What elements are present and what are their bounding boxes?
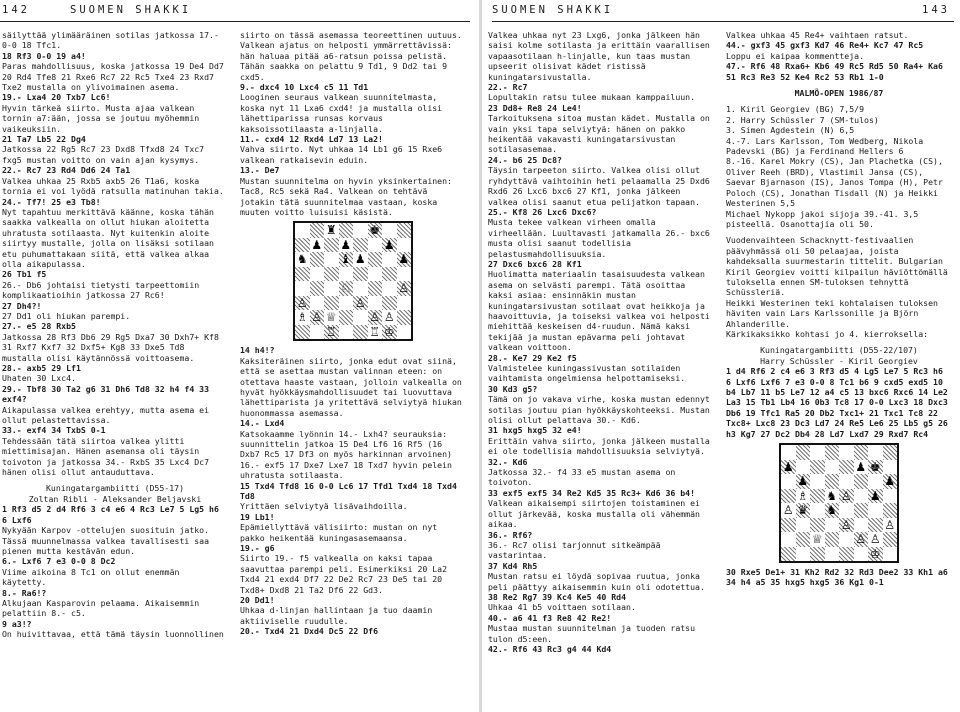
move-line: 31 hxg5 hxg5 32 e4!: [488, 425, 582, 436]
board-square: [353, 267, 368, 282]
white-king-icon: ♔: [869, 546, 881, 561]
commentary-paragraph: säilyttää ylimääräinen sotilas jatkossa 17.- 0-0 18 Tfc1.: [2, 30, 219, 51]
move-line: MALMÖ-OPEN 1986/87: [794, 88, 884, 99]
column-2-top-text: [240, 30, 466, 217]
commentary-paragraph: 2. Harry Schüssler 7 (SM-tulos): [726, 114, 879, 125]
board-square: [839, 474, 854, 489]
black-pawn-icon: ♟: [383, 237, 395, 252]
move-line: 19.- g6: [240, 543, 275, 554]
board-square: [397, 310, 412, 325]
board-square: [810, 474, 825, 489]
commentary-paragraph: 4.-7. Lars Karlsson, Tom Wedberg, Nikola Padevski (BG) ja Ferdinand Hellers 6: [726, 135, 924, 157]
board-square: [295, 281, 310, 296]
board-square: [868, 518, 883, 533]
move-line: 9 a3!?: [2, 618, 32, 629]
board-square: [324, 325, 339, 340]
move-line: 14.- Lxd4: [240, 418, 285, 429]
board-square: [310, 325, 325, 340]
column-1: [2, 30, 228, 640]
board-square: [324, 238, 339, 253]
commentary-paragraph: Harry Schüssler - Kiril Georgiev: [760, 355, 918, 366]
commentary-paragraph: Kärkikaksikko kohtasi jo 4. kierroksella:: [726, 328, 929, 339]
move-line: 36.- Rf6?: [488, 529, 533, 540]
commentary-paragraph: Valmistelee kuningassivustan sotilaiden vaihtamista ongelmiensa helpottamiseksi.: [488, 363, 686, 384]
move-line: 28.- axb5 29 Lf1: [2, 363, 81, 373]
move-line: 29.- Tbf8 30 Ta2 g6 31 Dh6 Td8 32 h4 f4 33 exf4?: [2, 383, 210, 405]
commentary-paragraph: Aikapulassa valkea erehtyy, mutta asema ei ollut pelastettavissa.: [2, 404, 210, 426]
board-square: [295, 252, 310, 267]
board-square: [796, 547, 811, 562]
move-line: 6.- Lxf6 7 e3 0-0 8 Dc2: [2, 556, 116, 567]
board-square: [397, 296, 412, 311]
move-line: 14 h4!?: [240, 345, 275, 356]
commentary-paragraph: Michael Nykopp jakoi sijoja 39.-41. 3,5 pisteellä. Osanottajia oli 50.: [726, 208, 919, 229]
black-knight-icon: ♞: [826, 503, 838, 518]
black-pawn-icon: ♟: [884, 474, 896, 489]
board-square: [854, 518, 869, 533]
white-rook-icon: ♖: [325, 324, 337, 339]
commentary-paragraph: Jatkossa 22 Rg5 Rc7 23 Dxd8 Tfxd8 24 Txc7 fxg5 mustan voitto on vain ajan kysymys.: [2, 144, 205, 165]
board-square: [295, 238, 310, 253]
board-square: [810, 503, 825, 518]
move-line: 33.- exf4 34 TxbS 0-1: [2, 425, 106, 436]
commentary-paragraph: Jatkossa 32.- f4 33 e5 mustan asema on toivoton.: [488, 467, 676, 488]
commentary-paragraph: Huolimatta materiaalin tasaisuudesta valkean asema on selvästi parempi. Tätä osoittaa kaksi asiaa: ensinnäkin mustan kuningatarsivustan sotilaat ovat heikkoja ja haavoittuvia, ja toiseksi valkea voi helposti miehittää keskeisen d4-ruudun. Nämä kaksi tekijää ja mustan epävarma peli johtavat valkean voittoon.: [488, 269, 710, 353]
black-bishop-icon: ♝: [340, 252, 352, 267]
board-square: [854, 460, 869, 475]
commentary-paragraph: Jatkossa 28 Rf3 Db6 29 Rg5 Dxa7 30 Dxh7+ Kf8 31 Rxf7 Kxf7 32 Dxf5+ Kg8 33 Dxe5 Td8 mustalla olisi käytännössä voittoasema.: [2, 331, 219, 363]
move-line: 38 Re2 Rg7 39 Kc4 Ke5 40 Rd4: [488, 591, 627, 602]
chess-diagram-top: [293, 221, 413, 341]
board-square: [868, 445, 883, 460]
board-square: [883, 460, 898, 475]
commentary-paragraph: On huivittavaa, että tämä täysin luonnollinen: [2, 629, 224, 640]
move-line: 21 Ta7 Lb5 22 Dg4: [2, 134, 86, 145]
board-square: [324, 310, 339, 325]
board-square: [295, 267, 310, 282]
commentary-paragraph: Tehdessään tätä siirtoa valkea ylitti miettimisajan. Hänen asemansa oli täysin toivoton ja jatkossa 34.- RxbS 35 Lxc4 Dc7 hänen olisi ollut antauduttava.: [2, 435, 210, 478]
move-line: 27.- e5 28 Rxb5: [2, 321, 76, 332]
move-line: 47.- Rf6 48 Rxa6+ Kb6 49 Rc5 Rd5 50 Ra4+ Ka6 51 Rc3 Re3 52 Ke4 Rc2 53 Rb1 1-0: [726, 61, 943, 82]
board-square: [382, 238, 397, 253]
board-square: [839, 547, 854, 562]
white-queen-icon: ♕: [811, 532, 823, 547]
board-square: [310, 296, 325, 311]
board-square: [781, 547, 796, 562]
board-square: [781, 474, 796, 489]
commentary-paragraph: 36.- Rc7 olisi tarjonnut sitkeämpää vastarintaa.: [488, 539, 661, 561]
board-square: [810, 518, 825, 533]
move-line: 27 Dh4?!: [2, 300, 42, 311]
commentary-paragraph: 1. Kiril Georgiev (BG) 7,5/9: [726, 104, 865, 115]
move-line: 32.- Kd6: [488, 456, 528, 467]
board-square: [324, 296, 339, 311]
commentary-paragraph: Paras mahdollisuus, koska jatkossa 19 De4 Dd7 20 Rd4 Tfe8 21 Rxe6 Rc7 22 Rc5 Txe4 23 Rxd7 Txe2 mustalla on ylivoimainen asema.: [2, 61, 224, 93]
commentary-paragraph: Musta tekee valkean virheen omalla virheellään. Luultavasti jatkamalla 26.- bxc6 musta olisi saanut todellisia pelastusmahdollisuuksia.: [488, 217, 710, 259]
board-square: [368, 310, 383, 325]
board-square: [310, 281, 325, 296]
board-square: [382, 223, 397, 238]
move-line: 42.- Rf6 43 Rc3 g4 44 Kd4: [488, 643, 612, 654]
board-square: [382, 252, 397, 267]
board-square: [854, 547, 869, 562]
move-line: 23 Dd8+ Re8 24 Le4!: [488, 102, 582, 113]
column-1-text: [2, 30, 228, 477]
board-square: [382, 296, 397, 311]
commentary-paragraph: Siirto 19.- f5 valkealla on kaksi tapaa saavuttaa parempi peli. Esimerkiksi 20 La2 Txd4 21 exd4 Df7 22 De2 Rc7 23 De5 tai 20 Txd8+ Dxd8 21 Ta2 Df6 22 Gd3.: [240, 553, 448, 595]
black-king-icon: ♚: [369, 223, 381, 238]
move-line: 25.- Kf8 26 Lxc6 Dxc6?: [488, 206, 597, 217]
commentary-paragraph: Uhkaa 41 b5 voittaen sotilaan.: [488, 602, 636, 613]
board-square: [781, 445, 796, 460]
diagram-caption: 30 Rxe5 De1+ 31 Kh2 Rd2 32 Rd3 Dee2 33 Kh1 a6 34 h4 a5 35 hxg5 hxg5 36 Kg1 0-1: [726, 567, 948, 588]
board-square: [810, 445, 825, 460]
board-square: [339, 325, 354, 340]
black-pawn-icon: ♟: [311, 237, 323, 252]
board-square: [368, 281, 383, 296]
board-square: [868, 460, 883, 475]
board-square: [353, 252, 368, 267]
board-square: [310, 223, 325, 238]
white-pawn-icon: ♙: [383, 310, 395, 325]
move-line: 40.- a6 41 f3 Re8 42 Re2!: [488, 612, 612, 623]
board-square: [839, 445, 854, 460]
black-queen-icon: ♛: [797, 503, 809, 518]
white-knight-icon: ♘: [340, 281, 352, 296]
commentary-paragraph: 27 Dd1 oli hiukan parempi.: [2, 310, 131, 321]
move-line: 1 Rf3 d5 2 d4 Rf6 3 c4 e6 4 Rc3 Le7 5 Lg5 h6 6 Lxf6: [2, 504, 219, 525]
board-square: [839, 503, 854, 518]
board-square: [324, 223, 339, 238]
commentary-paragraph: Täysin tarpeeton siirto. Valkea olisi ollut ryhdyttävä vaihtoihin heti pelaamalla 25 Dxd6 Rxd6 26 Lxc6 bxc6 27 Kf1, jonka jälkeen valkea olisi saanut etua pelijatkon tapaan.: [488, 165, 710, 207]
board-square: [353, 325, 368, 340]
board-square: [839, 460, 854, 475]
move-line: 24.- b6 25 Dc8?: [488, 154, 562, 165]
board-square: [310, 238, 325, 253]
column-4-text: [726, 30, 952, 439]
commentary-paragraph: Mustan suunnitelma on hyvin yksinkertainen: Tac8, Rc5 sekä Ra4. Valkean on tehtävä jotakin tätä suunnitelmaa vastaan, koska muuten voitto luisuisi käsistä.: [240, 175, 452, 217]
board-square: [368, 267, 383, 282]
game-heading: [2, 483, 228, 639]
board-square: [781, 532, 796, 547]
column-2-bottom-text: [240, 345, 466, 636]
board-square: [781, 503, 796, 518]
black-pawn-icon: ♟: [869, 488, 881, 503]
board-square: [868, 503, 883, 518]
commentary-paragraph: Alkujaan Kasparovin pelaama. Aikaisemmin pelattiin 8.- c5.: [2, 597, 200, 619]
board-square: [883, 445, 898, 460]
board-square: [310, 310, 325, 325]
commentary-paragraph: Yrittäen selviytyä lisävaihdoilla.: [240, 501, 408, 512]
white-queen-icon: ♕: [325, 310, 337, 325]
commentary-paragraph: Valkean aikaisempi siirtojen toistaminen ei ollut järkevää, koska mustalla oli vähemmän aikaa.: [488, 498, 700, 530]
board-square: [368, 325, 383, 340]
board-square: [353, 223, 368, 238]
black-pawn-icon: ♟: [855, 459, 867, 474]
board-square: [825, 460, 840, 475]
commentary-paragraph: Katsokaamme lyönnin 14.- Lxh4? seurauksia: suunnittelin jatkoa 15 De4 Lf6 16 Rf5 (16 Dxb7 Rc5 17 Df3 on myös harkinnan arvoinen) 16.- exf5 17 Dxe7 Lxe7 18 Txd7 hyvin pelein uhratusta sotilaasta.: [240, 428, 452, 481]
board-square: [796, 518, 811, 533]
board-square: [295, 325, 310, 340]
move-line: 22.- Rc7 23 Rd4 Dd6 24 Ta1: [2, 165, 131, 176]
commentary-paragraph: Lopultakin ratsu tulee mukaan kamppailuun.: [488, 92, 696, 103]
white-pawn-icon: ♙: [398, 281, 410, 296]
move-line: 22.- Rc7: [488, 82, 528, 93]
commentary-paragraph: Kuningatargambiitti (D55-22/107): [760, 345, 918, 356]
board-square: [368, 296, 383, 311]
commentary-paragraph: Heikki Westerinen teki kohtalaisen tuloksen häviten vain Lars Karlssonille ja Björn Ahlanderille.: [726, 297, 938, 329]
board-square: [825, 474, 840, 489]
commentary-paragraph: Tämä on jo vakava virhe, koska mustan edennyt sotilas joutuu pian hyökkäyskohteeksi. Mustan olisi ollut pelattava 30.- Kd6.: [488, 394, 710, 426]
move-line: 24.- Tf7! 25 e3 Tb8!: [2, 196, 101, 207]
white-pawn-icon: ♙: [369, 310, 381, 325]
running-head: SUOMEN SHAKKI: [70, 4, 192, 16]
commentary-paragraph: Nyt tapahtuu merkittävä käänne, koska tähän saakka valkealla on ollut hiukan aloitetta uhratusta sotilaasta. Nyt kuitenkin aloite siirtyy mustalle, jolla on lisäksi sotilaan etu puhumattakaan siitä, että valkea alkaa olla aikapulassa.: [2, 206, 214, 269]
board-square: [825, 445, 840, 460]
board-square: [796, 489, 811, 504]
column-3-text: [488, 30, 714, 654]
white-rook-icon: ♖: [369, 324, 381, 339]
right-page: [482, 0, 960, 712]
commentary-paragraph: Uhaten 30 Lxc4.: [2, 373, 76, 384]
board-square: [397, 238, 412, 253]
board-square: [382, 281, 397, 296]
board-square: [854, 503, 869, 518]
board-square: [310, 267, 325, 282]
move-line: 26 Tb1 f5: [2, 269, 47, 280]
board-square: [339, 296, 354, 311]
board-square: [854, 474, 869, 489]
board-square: [382, 310, 397, 325]
board-square: [825, 503, 840, 518]
commentary-paragraph: Loppu ei kaipaa kommentteja.: [726, 50, 865, 61]
commentary-paragraph: Viime aikoina 8 Tc1 on ollut enemmän käytetty.: [2, 566, 180, 588]
board-square: [397, 281, 412, 296]
board-square: [883, 547, 898, 562]
black-pawn-icon: ♟: [354, 252, 366, 267]
board-square: [883, 503, 898, 518]
board-square: [839, 532, 854, 547]
white-pawn-icon: ♙: [354, 295, 366, 310]
commentary-paragraph: Tarkoituksena sitoa mustan kädet. Mustalla on vain yksi tapa selviytyä: hänen on pakko heikentää vakavasti kuningatarsivustan sotilasasemaa.: [488, 113, 710, 155]
black-king-icon: ♚: [869, 459, 881, 474]
board-square: [310, 252, 325, 267]
board-square: [810, 460, 825, 475]
board-square: [825, 489, 840, 504]
commentary-paragraph: Kaksiteräinen siirto, jonka edut ovat siinä, että se asettaa mustan valinnan eteen: on otettava haaste vastaan, jolloin valkealla on hyvät hyökkäysmahdollisuudet tai luovuttava lähettiparista ja yritettävä selviytyä hiukan huonommassa asemassa.: [240, 355, 462, 418]
move-line: 1 d4 Rf6 2 c4 e6 3 Rf3 d5 4 Lg5 Le7 5 Rc3 h6 6 Lxf6 Lxf6 7 e3 0-0 8 Tc1 b6 9 cxd5 exd5 10 b4 Lb7 11 b5 Le7 12 a4 c5 13 bxc6 Rxc6 14 Le2 La3 15 Tb1 Lb4 16 0b3 Tc8 17 0-0 Lxc3 18 Dxc3 Db6 19 Tfc1 Ra5 20 Db2 Txc1+ 21 Txc1 Tc8 22 Txc8+ Lxc8 23 Dc3 Ld7 24 Re5 Le6 25 Lb5 g5 26 h3 Kg7 27 Dc2 Db4 28 Ld7 Lxd7 29 Rxd7 Rc4: [726, 366, 948, 439]
board-square: [353, 310, 368, 325]
move-line: 8.- Ra6!?: [2, 587, 47, 598]
board-square: [339, 238, 354, 253]
commentary-paragraph: Valkea uhkaa 45 Re4+ vaihtaen ratsut.: [726, 30, 909, 40]
white-pawn-icon: ♙: [869, 532, 881, 547]
board-square: [825, 518, 840, 533]
white-pawn-icon: ♙: [855, 532, 867, 547]
black-knight-icon: ♞: [296, 252, 308, 267]
board-square: [324, 252, 339, 267]
chess-diagram-bottom: [779, 443, 899, 563]
board-square: [839, 489, 854, 504]
board-square: [781, 460, 796, 475]
header-rule: [0, 21, 470, 22]
move-line: 15 Txd4 Tfd8 16 0-0 Lc6 17 Tfd1 Txd4 18 Txd4 Td8: [240, 480, 457, 501]
commentary-paragraph: Kuningatargambiitti (D55-17): [45, 483, 185, 494]
black-pawn-icon: ♟: [782, 459, 794, 474]
board-square: [868, 532, 883, 547]
board-square: [368, 238, 383, 253]
white-pawn-icon: ♙: [782, 503, 794, 518]
move-line: 19.- Lxa4 20 Txb7 Lc6!: [2, 92, 111, 103]
move-line: 9.- dxc4 10 Lxc4 c5 11 Td1: [240, 82, 369, 93]
move-line: 11.- cxd4 12 Rxd4 Ld7 13 La2!: [240, 134, 383, 145]
commentary-paragraph: 26.- Db6 johtaisi tietysti tarpeettomiin komplikaatioihin jatkossa 27 Rc6!: [2, 279, 200, 301]
running-head: SUOMEN SHAKKI: [492, 4, 614, 16]
board-square: [339, 267, 354, 282]
move-line: 20.- Txd4 21 Dxd4 Dc5 22 Df6: [240, 626, 379, 637]
move-line: 33 exf5 exf5 34 Re2 Kd5 35 Rc3+ Kd6 36 b4!: [488, 487, 696, 498]
board-square: [796, 445, 811, 460]
white-bishop-icon: ♗: [296, 310, 308, 325]
board-square: [397, 223, 412, 238]
board-square: [339, 223, 354, 238]
column-2: [240, 30, 466, 637]
board-square: [339, 252, 354, 267]
white-pawn-icon: ♙: [840, 517, 852, 532]
board-square: [382, 325, 397, 340]
page-number: 142: [2, 4, 30, 16]
commentary-paragraph: Zoltan Ribli - Aleksander Beljavski: [28, 493, 202, 504]
board-square: [854, 445, 869, 460]
black-pawn-icon: ♟: [340, 237, 352, 252]
commentary-paragraph: Epämiellyttävä välisiirto: mustan on nyt pakko heikentää kuningasasemaansa.: [240, 522, 438, 543]
white-pawn-icon: ♙: [296, 295, 308, 310]
board-square: [796, 460, 811, 475]
black-rook-icon: ♜: [325, 223, 337, 238]
commentary-paragraph: 8.-16. Karel Mokry (CS), Jan Plachetka (CS), Oliver Reeh (BRD), Vlastimil Jansa (CS), Saevar Bjarnason (IS), Janos Tompa (H), Petr Poloch (CS), Jonathan Tisdall (N) ja Heikki Westerinen 5,5: [726, 156, 943, 209]
board-square: [883, 532, 898, 547]
white-pawn-icon: ♙: [884, 517, 896, 532]
board-square: [883, 518, 898, 533]
white-bishop-icon: ♗: [797, 488, 809, 503]
board-square: [397, 325, 412, 340]
board-square: [339, 310, 354, 325]
commentary-paragraph: Vuodenvaihteen Schacknytt-festivaalien päävyhmässä oli 50 pelaajaa, joista kahdeksalla suurmestarin tittelit. Bulgarian Kiril Georgiev voitti kilpailun häviöttömällä tuloksella ennen SM-tuloksen tehnyttä Schüssleriä.: [726, 235, 948, 298]
white-king-icon: ♔: [383, 324, 395, 339]
commentary-paragraph: Nykyään Karpov -ottelujen suosituin jatko. Tässä muunnelmassa valkea tavallisesti saa pienen mutta kestävän edun.: [2, 525, 210, 556]
commentary-paragraph: Valkea uhkaa 25 Rxb5 axb5 26 T1a6, koska tornia ei voi lyödä ratsulla matinuhan takia.: [2, 175, 224, 197]
commentary-paragraph: Looginen seuraus valkean suunnitelmasta, koska nyt 11 Lxa6 cxd4! ja mustalla olisi lähettiparissa runsas korvaus kaksoissotilaasta a-linjalla.: [240, 92, 443, 134]
black-pawn-icon: ♟: [398, 252, 410, 267]
board-square: [324, 281, 339, 296]
commentary-paragraph: siirto on tässä asemassa teoreettinen uutuus. Valkean ajatus on helposti ymmärrettävissä: hän haluaa pitää a6-ratsun poissa pelistä. Tähän saakka on pelattu 9 Td1, 9 Dd2 tai 9 cxd5.: [240, 30, 462, 82]
black-knight-icon: ♞: [826, 488, 838, 503]
board-square: [339, 281, 354, 296]
commentary-paragraph: Hyvin tärkeä siirto. Musta ajaa valkean tornin a7:ään, jossa se joutuu myöhemmin vaikeuksiin.: [2, 102, 200, 134]
board-square: [353, 238, 368, 253]
move-line: 27 Dxc6 bxc6 28 Kf1: [488, 258, 582, 269]
move-line: 18 Rf3 0-0 19 a4!: [2, 50, 86, 61]
header-rule: [492, 21, 954, 22]
board-square: [295, 296, 310, 311]
board-square: [796, 503, 811, 518]
white-pawn-icon: ♙: [311, 310, 323, 325]
board-square: [839, 518, 854, 533]
board-square: [368, 223, 383, 238]
commentary-paragraph: Erittäin vahva siirto, jonka jälkeen mustalla ei ole todellisia mahdollisuuksia selviytyä.: [488, 435, 710, 457]
board-square: [397, 267, 412, 282]
board-square: [810, 532, 825, 547]
move-line: 28.- Ke7 29 Ke2 f5: [488, 352, 577, 363]
board-square: [781, 489, 796, 504]
board-square: [868, 489, 883, 504]
black-pawn-icon: ♟: [797, 474, 809, 489]
board-square: [796, 474, 811, 489]
board-square: [353, 296, 368, 311]
board-square: [868, 474, 883, 489]
board-square: [781, 518, 796, 533]
move-line: 13.- De7: [240, 165, 280, 176]
move-line: 37 Kd4 Rh5: [488, 560, 538, 571]
board-square: [382, 267, 397, 282]
move-line: 44.- gxf3 45 gxf3 Kd7 46 Re4+ Kc7 47 Rc5: [726, 40, 924, 51]
commentary-paragraph: Vahva siirto. Nyt uhkaa 14 Lb1 g6 15 Rxe6 valkean ratkaisevin eduin.: [240, 144, 443, 165]
commentary-paragraph: 3. Simen Agdestein (N) 6,5: [726, 125, 855, 136]
commentary-paragraph: Mustan ratsu ei löydä sopivaa ruutua, jonka peli päättyy aikaisemmin kuin oli odotettua.: [488, 571, 705, 592]
board-square: [810, 547, 825, 562]
commentary-paragraph: Valkea uhkaa nyt 23 Lxg6, jonka jälkeen hän saisi kolme sotilasta ja erittäin vaarallisen vapaasotilaan h-linjalle, kun taas mustan upseerit olisivat kädet ristissä kuningatarsivustalla.: [488, 30, 710, 82]
board-square: [883, 489, 898, 504]
board-square: [295, 223, 310, 238]
move-line: 30 Kd3 g5?: [488, 383, 538, 394]
board-square: [324, 267, 339, 282]
board-square: [883, 474, 898, 489]
board-square: [397, 252, 412, 267]
column-3: [488, 30, 714, 654]
board-square: [854, 489, 869, 504]
white-pawn-icon: ♙: [840, 488, 852, 503]
column-4: [726, 30, 952, 588]
board-square: [825, 532, 840, 547]
commentary-paragraph: Uhkaa d-linjan hallintaan ja tuo daamin aktiiviselle ruudulle.: [240, 605, 433, 626]
board-square: [825, 547, 840, 562]
page-number: 143: [922, 4, 950, 16]
board-square: [868, 547, 883, 562]
board-square: [810, 489, 825, 504]
board-square: [368, 252, 383, 267]
commentary-paragraph: Mustaa mustan suunnitelman ja tuoden ratsu tulon d5:een.: [488, 623, 696, 644]
board-square: [854, 532, 869, 547]
board-square: [295, 310, 310, 325]
move-line: 19 Lb1!: [240, 511, 275, 522]
move-line: 20 Dd1!: [240, 595, 275, 606]
board-square: [796, 532, 811, 547]
board-square: [353, 281, 368, 296]
